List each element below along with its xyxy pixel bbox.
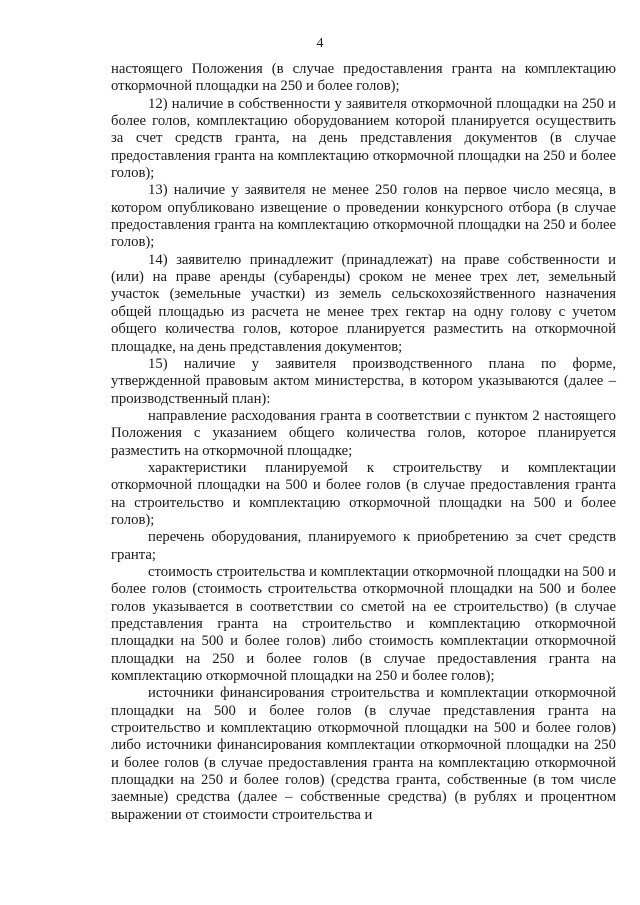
paragraph-6: направление расходования гранта в соответствии с пунктом 2 настоящего Положения с указанием общего количества голов, которое планируется разместить на откормочной площадке; — [111, 407, 616, 459]
paragraph-5: 15) наличие у заявителя производственного плана по форме, утвержденной правовым актом министерства, в котором указываются (далее – производственный план): — [111, 355, 616, 407]
document-body — [111, 61, 616, 824]
paragraph-9: стоимость строительства и комплектации откормочной площадки на 500 и более голов (стоимость строительства откормочной площадки на 500 и более голов указывается в соответствии со сметой на ее строительство) (в случае представления гранта на строительство и комплектацию откормочной площадки на 500 и более голов) либо стоимость комплектации откормочной площадки на 250 и более голов (в случае предоставления гранта на комплектацию откормочной площадки на 250 и более голов); — [111, 563, 616, 685]
paragraph-2: 12) наличие в собственности у заявителя откормочной площадки на 250 и более голов, комплектацию оборудованием которой планируется осуществить за счет средств гранта, на день представления документов (в случае предоставления гранта на комплектацию откормочной площадки на 250 и более голов); — [111, 95, 616, 182]
page-number: 4 — [316, 36, 324, 51]
paragraph-7: характеристики планируемой к строительству и комплектации откормочной площадки на 500 и более голов (в случае предоставления гранта на строительство и комплектацию откормочной площадки на 500 и более голов); — [111, 459, 616, 528]
paragraph-4: 14) заявителю принадлежит (принадлежат) на праве собственности и (или) на праве аренды (субаренды) сроком не менее трех лет, земельный участок (земельные участки) из земель сельскохозяйственного назначения общей площадью из расчета не менее трех гектар на одну голову с учетом общего количества голов, которое планируется разместить на откормочной площадке, на день представления документов; — [111, 251, 616, 355]
paragraph-10: источники финансирования строительства и комплектации откормочной площадки на 500 и более голов (в случае представления гранта на строительство и комплектацию откормочной площадки на 500 и более голов) либо источники финансирования комплектации откормочной площадки на 250 и более голов (в случае предоставления гранта на комплектацию откормочной площадки на 250 и более голов) (средства гранта, собственные (в том числе заемные) средства (далее – собственные средства) (в рублях и процентном выражении от стоимости строительства и — [111, 685, 616, 823]
paragraph-8: перечень оборудования, планируемого к приобретению за счет средств гранта; — [111, 529, 616, 563]
paragraph-1: настоящего Положения (в случае предоставления гранта на комплектацию откормочной площадки на 250 и более голов); — [111, 61, 616, 95]
paragraph-3: 13) наличие у заявителя не менее 250 голов на первое число месяца, в котором опубликовано извещение о проведении конкурсного отбора (в случае предоставления гранта на комплектацию откормочной площадки на 250 и более голов); — [111, 182, 616, 251]
